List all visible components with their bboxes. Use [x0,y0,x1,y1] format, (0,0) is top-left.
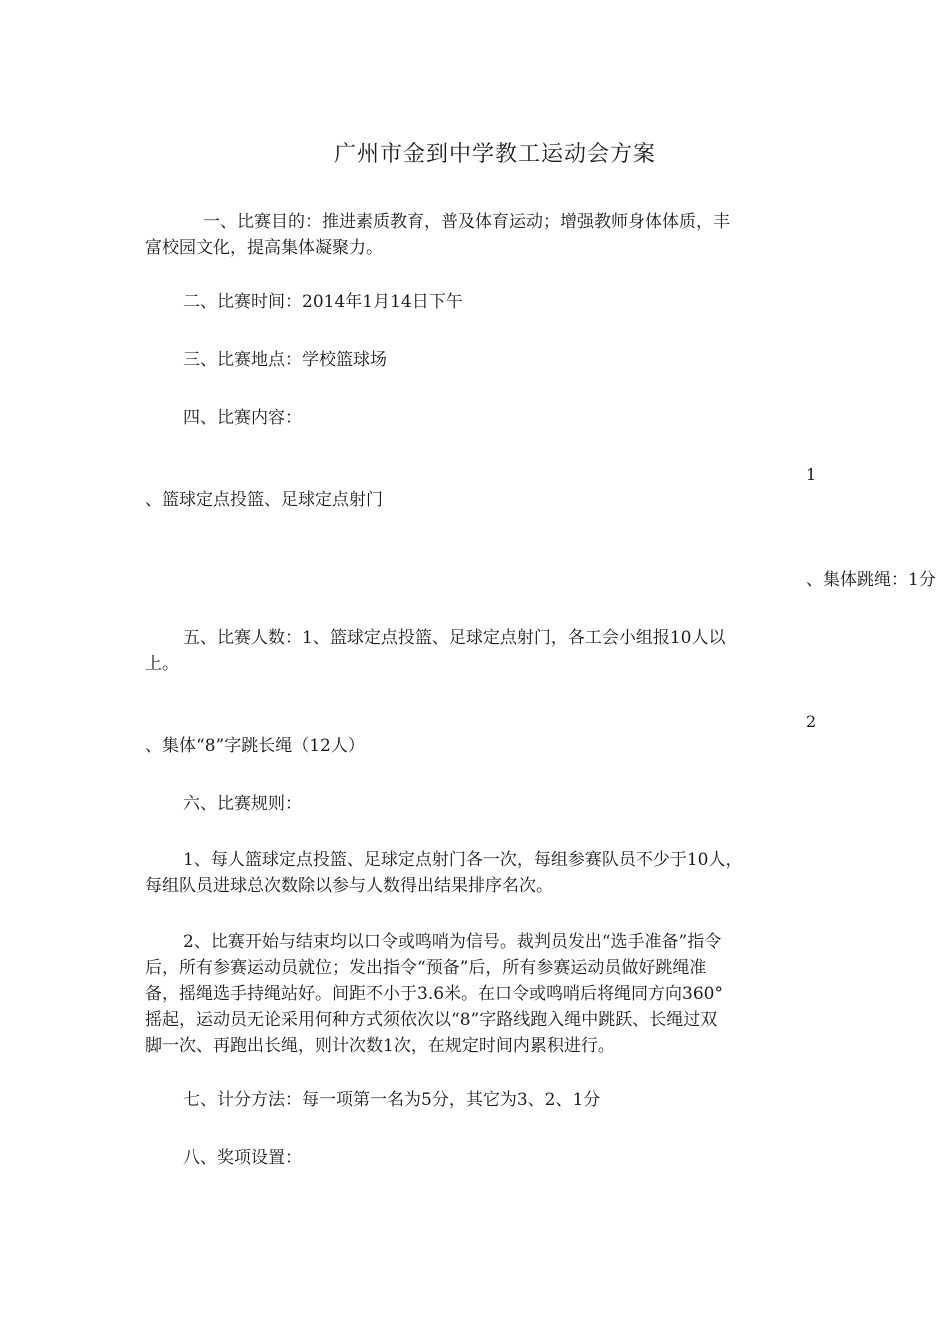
rule-1-line-1: 1、每人篮球定点投篮、足球定点射门各一次，每组参赛队员不少于10人， [183,850,743,870]
rule-2-line-1: 2、比赛开始与结束均以口令或鸣哨为信号。裁判员发出“选手准备”指令 [183,932,722,952]
section-2-time: 二、比赛时间：2014年1月14日下午 [183,292,463,312]
section-3-location: 三、比赛地点：学校篮球场 [183,350,387,370]
rule-2-line-4: 摇起，运动员无论采用何种方式须依次以“8”字路线跑入绳中跳跃、长绳过双 [145,1010,718,1030]
section-5-item-2: 、集体“8”字跳长绳（12人） [145,736,365,756]
section-4-heading: 四、比赛内容： [183,408,302,428]
rule-2-line-5: 脚一次、再跑出长绳，则计次数1次，在规定时间内累积进行。 [145,1036,615,1056]
rule-1-line-2: 每组队员进球总次数除以参与人数得出结果排序名次。 [145,876,553,896]
rule-2-line-2: 后，所有参赛运动员就位；发出指令“预备”后，所有参赛运动员做好跳绳准 [145,958,707,978]
document-title: 广州市金到中学教工运动会方案 [333,142,656,167]
section-1-line-1: 一、比赛目的：推进素质教育，普及体育运动；增强教师身体体质，丰 [203,212,730,232]
item-number-1: 1 [806,465,817,484]
item-number-2: 2 [806,712,817,731]
section-4-item-2: 、集体跳绳：1分 [806,570,936,590]
section-4-item-1: 、篮球定点投篮、足球定点射门 [145,490,383,510]
section-7-scoring: 七、计分方法：每一项第一名为5分，其它为3、2、1分 [183,1090,601,1110]
section-6-heading: 六、比赛规则： [183,794,302,814]
section-1-line-2: 富校园文化，提高集体凝聚力。 [145,238,383,258]
rule-2-line-3: 备，摇绳选手持绳站好。间距不小于3.6米。在口令或鸣哨后将绳同方向360° [145,984,723,1004]
section-5-line-1: 五、比赛人数：1、篮球定点投篮、足球定点射门，各工会小组报10人以 [183,628,726,648]
section-5-line-2: 上。 [145,654,179,674]
section-8-heading: 八、奖项设置： [183,1148,302,1168]
